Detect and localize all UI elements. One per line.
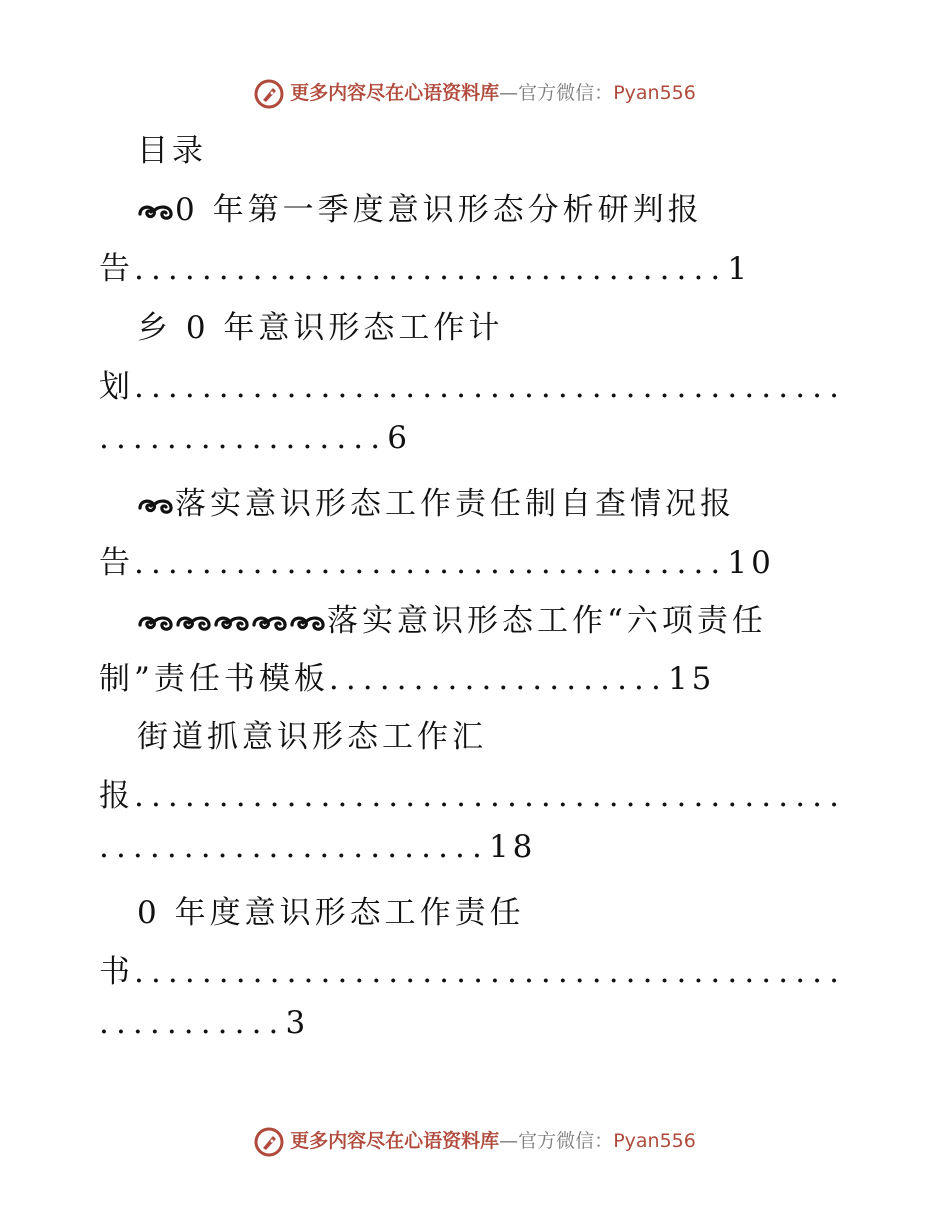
- toc-entry-3-lead[interactable]: [137, 478, 735, 523]
- banner-main-text: 更多内容尽在心语资料库: [290, 82, 500, 104]
- toc-leader-dots: .................: [99, 420, 388, 456]
- toc-entry-2-lead[interactable]: [137, 302, 503, 347]
- banner-main-text: 更多内容尽在心语资料库: [290, 1130, 500, 1152]
- toc-leader-dots: ..........................................: [134, 954, 847, 990]
- toc-entry-4-page: 15: [667, 661, 716, 697]
- banner-separator-text: —官方微信：: [499, 1130, 614, 1152]
- toc-entry-6-title: 0 年度意识形态工作责任: [137, 895, 525, 931]
- scroll-ornament-icon: [175, 612, 213, 634]
- toc-entry-3-page: 10: [727, 545, 775, 581]
- banner-separator-text: —官方微信：: [499, 82, 614, 104]
- toc-entry-2-tail[interactable]: 划..........................................: [99, 369, 847, 405]
- toc-entry-3-title: 落实意识形态工作责任制自查情况报: [175, 486, 735, 522]
- toc-entry-4-lead[interactable]: [137, 595, 767, 640]
- pen-nib-circle-icon: [254, 1127, 284, 1157]
- toc-entry-1-tail[interactable]: 告...................................1: [99, 251, 752, 287]
- scroll-ornament-icon: [137, 612, 175, 634]
- toc-entry-5-lead[interactable]: [137, 711, 487, 756]
- toc-entry-5-page: 18: [488, 829, 537, 865]
- toc-entry-6-tail[interactable]: 书..........................................: [99, 954, 847, 990]
- toc-entry-4-title: 落实意识形态工作“六项责任: [327, 603, 767, 639]
- toc-entry-2-title: 乡 0 年意识形态工作计: [137, 310, 504, 346]
- toc-entry-6-page-line[interactable]: [99, 1005, 309, 1041]
- header-banner: [0, 78, 950, 109]
- toc-leader-dots: ..........................................: [134, 778, 847, 814]
- scroll-ornament-icon: [137, 495, 175, 517]
- toc-entry-4-tail[interactable]: 制”责任书模板....................15: [99, 661, 716, 697]
- scroll-ornament-icon: [289, 612, 327, 634]
- toc-entry-2-page: 6: [387, 420, 411, 456]
- scroll-ornament-icon: [137, 201, 175, 223]
- toc-entry-6-lead[interactable]: [137, 887, 525, 932]
- toc-leader-dots: ...................................: [134, 545, 728, 581]
- toc-entry-5-page-line[interactable]: [99, 829, 536, 865]
- toc-entry-2-page-line[interactable]: [99, 420, 411, 456]
- footer-banner: [0, 1126, 950, 1157]
- toc-title: 目录: [137, 133, 207, 169]
- toc-entry-5-tail[interactable]: 报..........................................: [99, 778, 847, 814]
- toc-entry-1-title: 0 年第一季度意识形态分析研判报: [175, 192, 703, 228]
- toc-entry-1-lead[interactable]: [137, 184, 703, 229]
- toc-entry-3-tail[interactable]: 告...................................10: [99, 545, 775, 581]
- scroll-ornament-icon: [251, 612, 289, 634]
- toc-entry-6-page: 3: [285, 1005, 310, 1041]
- toc-leader-dots: ....................: [328, 661, 668, 697]
- toc-leader-dots: ...........: [99, 1005, 286, 1041]
- toc-entry-1-page: 1: [727, 251, 752, 287]
- pen-nib-circle-icon: [254, 79, 284, 109]
- banner-wechat-id: Pyan556: [613, 1130, 696, 1152]
- toc-leader-dots: ..........................................: [134, 369, 847, 405]
- toc-leader-dots: ...................................: [134, 251, 728, 287]
- toc-leader-dots: .......................: [99, 829, 489, 865]
- banner-wechat-id: Pyan556: [613, 82, 696, 104]
- toc-entry-5-title: 街道抓意识形态工作汇: [137, 719, 487, 755]
- scroll-ornament-icon: [213, 612, 251, 634]
